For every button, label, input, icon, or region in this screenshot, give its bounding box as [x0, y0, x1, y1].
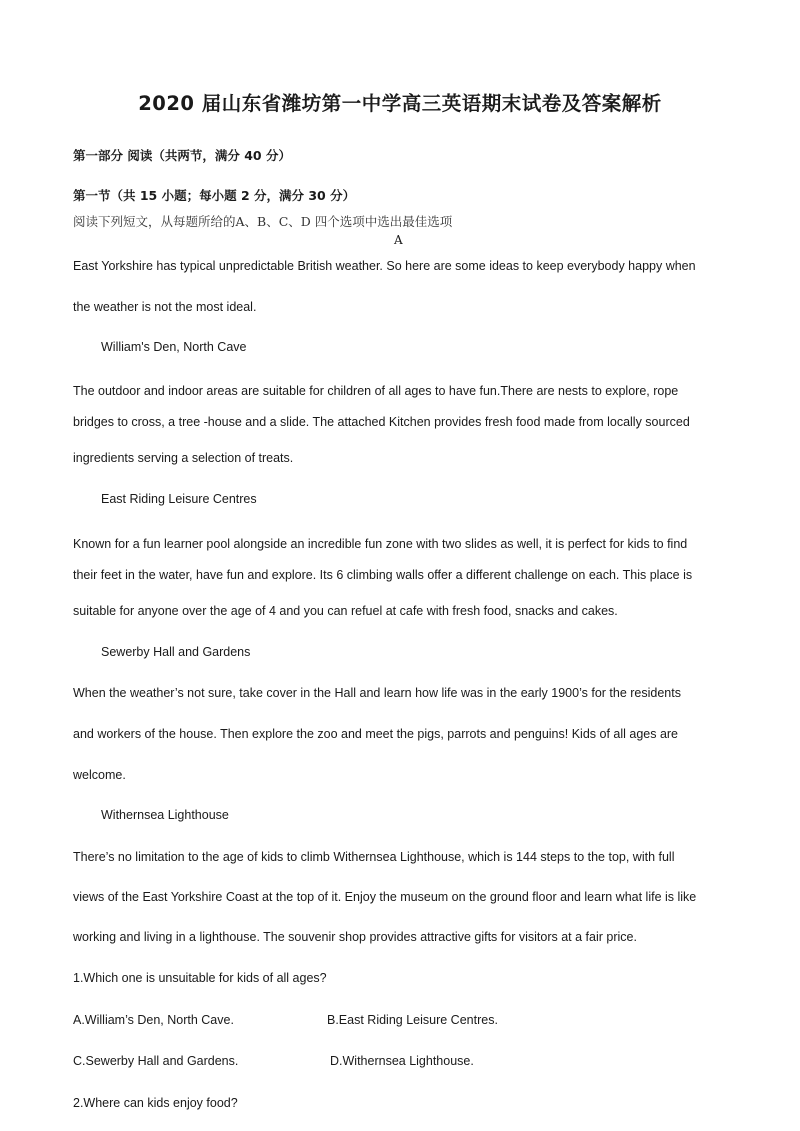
paragraph-line: welcome. — [73, 768, 126, 782]
place-heading: Withernsea Lighthouse — [101, 808, 229, 822]
paragraph-line: their feet in the water, have fun and explore. Its 6 climbing walls offer a different challenge on each. This place is — [73, 568, 693, 582]
part-heading: 第一部分 阅读（共两节，满分 40 分） — [73, 148, 291, 163]
question-stem: 1.Which one is unsuitable for kids of all ages? — [73, 971, 327, 985]
paragraph-line: views of the East Yorkshire Coast at the top of it. Enjoy the museum on the ground floor and learn what life is like — [73, 890, 697, 904]
option-b: B.East Riding Leisure Centres. — [327, 1013, 498, 1027]
intro-line: East Yorkshire has typical unpredictable British weather. So here are some ideas to keep everybody happy when — [73, 259, 696, 273]
paragraph-line: ingredients serving a selection of treats. — [73, 451, 294, 465]
paragraph-line: The outdoor and indoor areas are suitable for children of all ages to have fun.There are nests to explore, rope — [73, 384, 679, 398]
paragraph-line: suitable for anyone over the age of 4 and you can refuel at cafe with fresh food, snacks and cakes. — [73, 604, 618, 618]
place-heading: Sewerby Hall and Gardens — [101, 645, 251, 659]
paragraph-line: bridges to cross, a tree -house and a slide. The attached Kitchen provides fresh food made from locally sourced — [73, 415, 690, 429]
option-c: C.Sewerby Hall and Gardens. — [73, 1054, 239, 1068]
place-heading: East Riding Leisure Centres — [101, 492, 257, 506]
document-title: 2020 届山东省潍坊第一中学高三英语期末试卷及答案解析 — [138, 92, 662, 115]
place-heading: William's Den, North Cave — [101, 340, 247, 354]
option-d: D.Withernsea Lighthouse. — [330, 1054, 474, 1068]
intro-line: the weather is not the most ideal. — [73, 300, 257, 314]
paragraph-line: When the weather’s not sure, take cover in the Hall and learn how life was in the early 1900’s for the residents — [73, 686, 681, 700]
paragraph-line: There’s no limitation to the age of kids to climb Withernsea Lighthouse, which is 144 steps to the top, with full — [73, 850, 675, 864]
instruction-text: 阅读下列短文，从每题所给的A、B、C、D 四个选项中选出最佳选项 — [73, 214, 453, 229]
passage-label: A — [394, 233, 403, 247]
paragraph-line: and workers of the house. Then explore the zoo and meet the pigs, parrots and penguins! Kids of all ages are — [73, 727, 679, 741]
paragraph-line: Known for a fun learner pool alongside an incredible fun zone with two slides as well, it is perfect for kids to find — [73, 537, 688, 551]
paragraph-line: working and living in a lighthouse. The souvenir shop provides attractive gifts for visitors at a fair price. — [73, 930, 637, 944]
option-a: A.William’s Den, North Cave. — [73, 1013, 234, 1027]
section-heading: 第一节（共 15 小题；每小题 2 分，满分 30 分） — [73, 188, 356, 203]
question-stem: 2.Where can kids enjoy food? — [73, 1096, 238, 1110]
